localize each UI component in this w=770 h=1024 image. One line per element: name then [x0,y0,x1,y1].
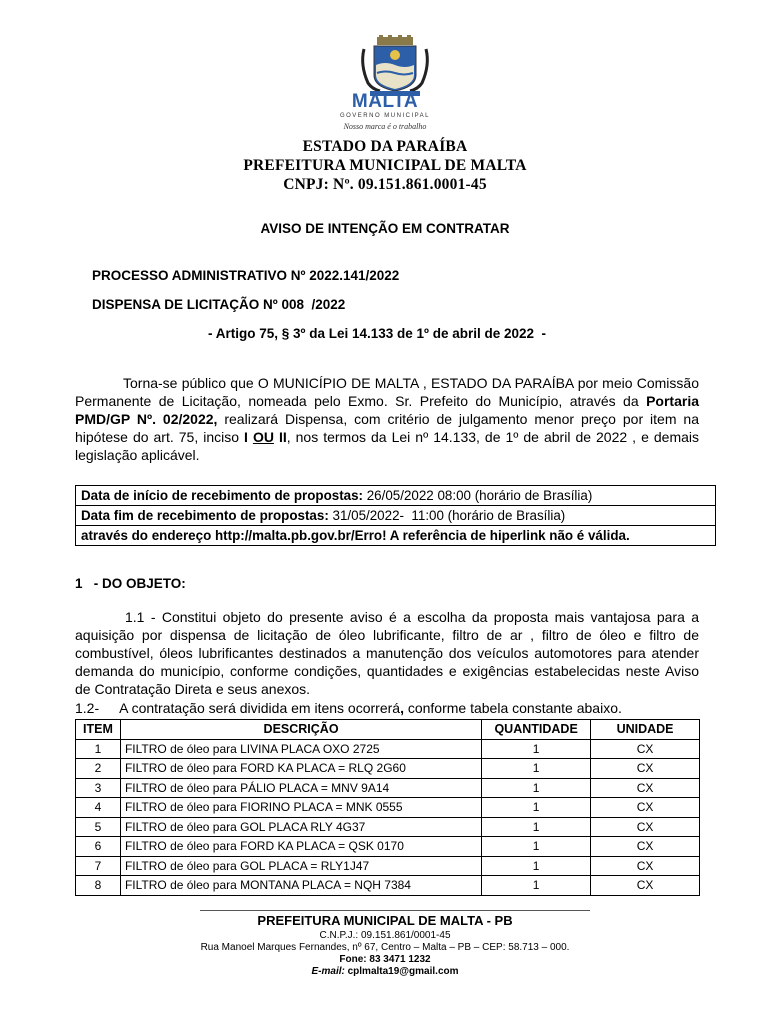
logo-motto: Nosso marca é o trabalho [343,122,427,131]
cell-item: 4 [76,798,121,818]
table-row [76,856,700,876]
cell-item: 5 [76,817,121,837]
cell-descricao: FILTRO de óleo para LIVINA PLACA OXO 2725 [120,739,481,759]
table-row [76,876,700,896]
cell-unidade: CX [591,798,700,818]
cell-quantidade: 1 [482,876,591,896]
cell-quantidade: 1 [482,798,591,818]
cell-quantidade: 1 [482,739,591,759]
cell-unidade: CX [591,739,700,759]
header-prefeitura: PREFEITURA MUNICIPAL DE MALTA [243,157,527,174]
column-header-item: ITEM [76,720,121,740]
column-header-quantidade: QUANTIDADE [482,720,591,740]
cell-quantidade: 1 [482,817,591,837]
inicio-row: Data de início de recebimento de propostas: 26/05/2022 08:00 (horário de Brasília) [81,488,593,503]
cell-item: 7 [76,856,121,876]
cell-unidade: CX [591,856,700,876]
footer-address: Rua Manoel Marques Fernandes, nº 67, Centro – Malta – PB – CEP: 58.713 – 000. [200,942,570,953]
footer-title: PREFEITURA MUNICIPAL DE MALTA - PB [257,913,513,928]
logo-name: MALTA [351,91,419,112]
header-state: ESTADO DA PARAÍBA [302,138,468,155]
portaria-reference: Portaria PMD/GP Nº. 02/2022, [75,393,699,427]
cell-unidade: CX [591,837,700,857]
document-title: AVISO DE INTENÇÃO EM CONTRATAR [260,221,510,236]
cell-unidade: CX [591,759,700,779]
column-header-unidade: UNIDADE [591,720,700,740]
cell-descricao: FILTRO de óleo para GOL PLACA RLY 4G37 [120,817,481,837]
processo-administrativo: PROCESSO ADMINISTRATIVO Nº 2022.141/2022 [92,268,400,283]
cell-unidade: CX [591,778,700,798]
cell-quantidade: 1 [482,837,591,857]
cell-quantidade: 1 [482,778,591,798]
header-cnpj: CNPJ: Nº. 09.151.861.0001-45 [283,176,487,193]
cell-quantidade: 1 [482,856,591,876]
logo-subtitle: GOVERNO MUNICIPAL [339,113,431,119]
table-row [76,798,700,818]
artigo-referencia: - Artigo 75, § 3º da Lei 14.133 de 1º de abril de 2022 - [208,326,547,341]
table-row [76,778,700,798]
footer-cnpj: C.N.P.J.: 09.151.861/0001-45 [319,930,451,941]
proposal-dates-box [75,485,716,546]
table-row [76,759,700,779]
cell-unidade: CX [591,817,700,837]
footer-divider [200,910,590,911]
table-row [76,739,700,759]
endereco-row [76,525,715,545]
table-header-row [76,720,700,740]
cell-descricao: FILTRO de óleo para MONTANA PLACA = NQH 7384 [120,876,481,896]
column-header-descricao: DESCRIÇÃO [120,720,481,740]
cell-descricao: FILTRO de óleo para FORD KA PLACA = RLQ 2G60 [120,759,481,779]
footer-phone: Fone: 83 3471 1232 [339,954,431,965]
footer-email: E-mail: cplmalta19@gmail.com [311,966,459,977]
dispensa-licitacao: DISPENSA DE LICITAÇÃO Nº 008 /2022 [92,297,346,312]
cell-descricao: FILTRO de óleo para PÁLIO PLACA = MNV 9A14 [120,778,481,798]
endereco-link[interactable]: através do endereço http://malta.pb.gov.br/Erro! A referência de hiperlink não é válida. [81,528,630,543]
items-table [75,719,700,896]
coat-of-arms-icon [350,35,440,135]
cell-descricao: FILTRO de óleo para FIORINO PLACA = MNK 0555 [120,798,481,818]
cell-descricao: FILTRO de óleo para GOL PLACA = RLY1J47 [120,856,481,876]
paragraph-1-2: 1.2- A contratação será dividida em itens ocorrerá, conforme tabela constante abaixo. [75,700,622,716]
paragraph-1-1: 1.1 - Constitui objeto do presente aviso é a escolha da proposta mais vantajosa para a aquisição por dispensa de licitação de óleo lubrificante, filtro de ar , filtro de óleo e filtro de combustível, óleos lubrificantes destinados a manutenção dos veículos automotores para atender demanda do município, conforme condições, quantidades e exigências estabelecidas neste Aviso de Contratação Direta e seus anexos. [75,609,699,697]
cell-item: 3 [76,778,121,798]
footer-email-address[interactable]: cplmalta19@gmail.com [344,966,459,977]
table-row [76,817,700,837]
fim-row: Data fim de recebimento de propostas: 31/05/2022- 11:00 (horário de Brasília) [76,505,715,525]
cell-item: 1 [76,739,121,759]
table-row [76,837,700,857]
cell-descricao: FILTRO de óleo para FORD KA PLACA = QSK 0170 [120,837,481,857]
cell-unidade: CX [591,876,700,896]
cell-item: 8 [76,876,121,896]
municipal-logo [350,35,440,135]
cell-item: 2 [76,759,121,779]
cell-quantidade: 1 [482,759,591,779]
section-heading-objeto: 1 - DO OBJETO: [75,576,186,591]
cell-item: 6 [76,837,121,857]
intro-paragraph: Torna-se público que O MUNICÍPIO DE MALTA , ESTADO DA PARAÍBA por meio Comissão Permanente de Licitação, nomeada pelo Exmo. Sr. Prefeito do Município, através da Portaria PMD/GP Nº. 02/2022, realizará Dispensa, com critério de julgamento menor preço por item na hipótese do art. 75, inciso I OU II, nos termos da Lei nº 14.133, de 1º de abril de 2022 , e demais legislação aplicável. [75,375,700,463]
